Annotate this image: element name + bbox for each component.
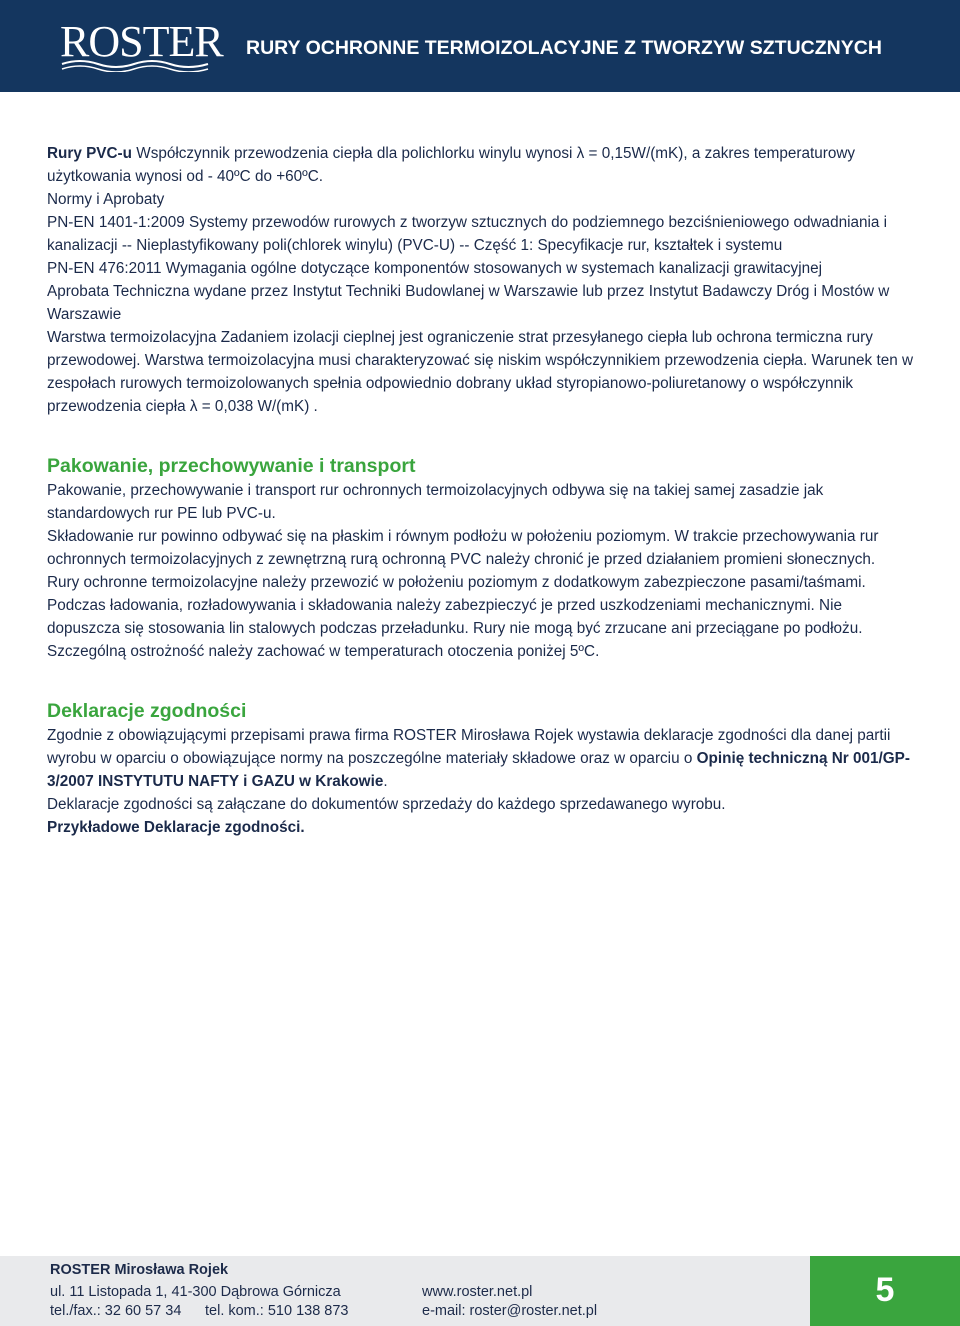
packaging-title: Pakowanie, przechowywanie i transport xyxy=(47,455,416,477)
page-number-box xyxy=(810,1256,960,1326)
norms-heading: Normy i Aprobaty xyxy=(47,191,165,208)
technical-opinion-reference: Opinię techniczną Nr 001/GP-3/2007 INSTYTUTU NAFTY i GAZU w Krakowie xyxy=(47,750,910,790)
pvc-text: Współczynnik przewodzenia ciepła dla polichlorku winylu wynosi λ = 0,15W/(mK), a zakres temperaturowy użytkowania wynosi od - 40ºC do +60ºC. xyxy=(47,145,856,185)
document-title: RURY OCHRONNE TERMOIZOLACYJNE Z TWORZYW SZTUCZNYCH xyxy=(246,37,882,59)
page-header xyxy=(0,0,960,92)
declaration-paragraph-1 xyxy=(47,724,915,793)
footer-phone: tel./fax.: 32 60 57 34 xyxy=(50,1303,182,1319)
footer-website-link[interactable]: www.roster.net.pl xyxy=(422,1284,533,1300)
main-content xyxy=(47,142,915,839)
logo-wave-icon xyxy=(60,56,212,72)
declaration-title: Deklaracje zgodności xyxy=(47,700,247,722)
insulation-paragraph: Warstwa termoizolacyjna Zadaniem izolacji cieplnej jest ograniczenie strat przesyłanego ciepła lub ochrona termiczna rury przewodowej. Warstwa termoizolacyjna musi charakteryzować się niskim współczynnikiem przewodzenia ciepła. Warunek ten w zespołach rurowych termoizolowanych spełnia odpowiednio dobrany układ styropianowo-poliuretanowy o współczynnik przewodzenia ciepła λ = 0,038 W/(mK) . xyxy=(47,329,914,415)
page-footer xyxy=(0,1256,960,1326)
declaration-paragraph-2: Deklaracje zgodności są załączane do dokumentów sprzedaży do każdego sprzedawanego wyrobu. xyxy=(47,796,726,813)
roster-logo xyxy=(60,17,223,74)
packaging-paragraph-2: Składowanie rur powinno odbywać się na płaskim i równym podłożu w położeniu poziomym. W trakcie przechowywania rur ochronnych termoizolacyjnych z zewnętrzną rurą ochronną PVC należy chronić je przed działaniem promieni słonecznych. xyxy=(47,528,879,568)
packaging-paragraph-3: Rury ochronne termoizolacyjne należy przewozić w położeniu poziomym z dodatkowym zabezpieczone pasami/taśmami. Podczas ładowania, rozładowywania i składowania należy zabezpieczyć je przed uszkodzeniami mechanicznymi. Nie dopuszcza się stosowania lin stalowych podczas przeładunku. Rury nie mogą być zrzucane ani przeciągane po podłożu. Szczególną ostrożność należy zachować w temperaturach otoczenia poniżej 5ºC. xyxy=(47,574,866,660)
declaration-text: Zgodnie z obowiązującymi przepisami prawa firma ROSTER Mirosława Rojek wystawia deklaracje zgodności dla danej partii wyrobu w oparciu o obowiązujące normy na poszczególne materiały składowe oraz w oparciu o xyxy=(47,727,891,767)
pvc-label: Rury PVC-u xyxy=(47,145,132,162)
page-number: 5 xyxy=(875,1271,895,1309)
approval-paragraph: Aprobata Techniczna wydane przez Instytut Techniki Budowlanej w Warszawie lub przez Instytut Badawczy Dróg i Mostów w Warszawie xyxy=(47,283,890,323)
footer-mobile: tel. kom.: 510 138 873 xyxy=(205,1303,349,1319)
norm-2: PN-EN 476:2011 Wymagania ogólne dotyczące komponentów stosowanych w systemach kanalizacji grawitacyjnej xyxy=(47,260,823,277)
pvc-paragraph xyxy=(47,142,915,188)
sample-declarations-link[interactable]: Przykładowe Deklaracje zgodności. xyxy=(47,819,305,836)
footer-address: ul. 11 Listopada 1, 41-300 Dąbrowa Górnicza xyxy=(50,1284,341,1300)
norm-1: PN-EN 1401-1:2009 Systemy przewodów rurowych z tworzyw sztucznych do podziemnego bezciśnieniowego odwadniania i kanalizacji -- Nieplastyfikowany poli(chlorek winylu) (PVC-U) -- Część 1: Specyfikacje rur, kształtek i systemu xyxy=(47,214,888,254)
footer-email-link[interactable]: e-mail: roster@roster.net.pl xyxy=(422,1303,598,1319)
logo-wordmark: ROSTER xyxy=(60,17,223,66)
footer-company: ROSTER Mirosława Rojek xyxy=(50,1262,229,1278)
declaration-end: . xyxy=(383,773,388,790)
packaging-paragraph-1: Pakowanie, przechowywanie i transport rur ochronnych termoizolacyjnych odbywa się na takiej samej zasadzie jak standardowych rur PE lub PVC-u. xyxy=(47,482,824,522)
